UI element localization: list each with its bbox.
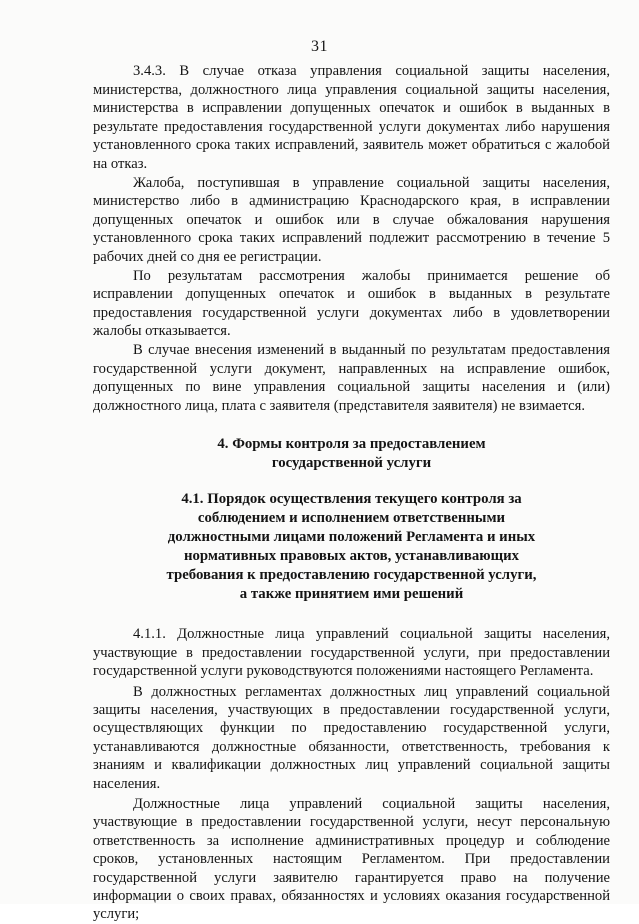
paragraph-complaint-result: По результатам рассмотрения жалобы принимается решение об исправлении допущенных опечаток и ошибок в выданных в результате предоставления государственной услуги документах либо в удовлетворении жалобы отказывается. xyxy=(93,267,610,340)
paragraph-4-1-1: 4.1.1. Должностные лица управлений социальной защиты населения, участвующие в предоставлении государственной услуги, при предоставлении государственной услуги руководствуются положениями настоящего Регламента. xyxy=(93,626,610,680)
section-4-1-body xyxy=(93,625,610,924)
heading-4-line: 4. Формы контроля за предоставлением xyxy=(217,436,486,453)
heading-4-1-line: требования к предоставлению государственной услуги, xyxy=(166,567,537,584)
heading-4-line: государственной услуги xyxy=(271,455,432,472)
paragraph-3-4-3: 3.4.3. В случае отказа управления социальной защиты населения, министерства, должностного лица управления социальной защиты населения, министерства в исправлении допущенных опечаток и ошибок в выданных в результате предоставления государственной услуги документах либо нарушения установленного срока таких исправлений, заявитель может обратиться с жалобой на отказ. xyxy=(93,63,610,172)
document-body xyxy=(93,62,610,924)
paragraph-no-fee: В случае внесения изменений в выданный по результатам предоставления государственной услуги документ, направленных на исправление ошибок, допущенных по вине управления социальной защиты населения и (или) должностного лица, плата с заявителя (представителя заявителя) не взимается. xyxy=(93,341,610,414)
heading-4-1-line: нормативных правовых актов, устанавливающих xyxy=(183,548,520,565)
heading-4-1-line: 4.1. Порядок осуществления текущего контроля за xyxy=(181,491,522,508)
page-number: 31 xyxy=(311,38,328,55)
paragraph-personal-responsibility: Должностные лица управлений социальной защиты населения, участвующие в предоставлении государственной услуги, несут персональную ответственность за исполнение административных процедур и соблюдение сроков, установленных настоящим Регламентом. При предоставлении государственной услуги заявителю гарантируется право на получение информации о своих правах, обязанностях и условиях оказания государственной услуги; xyxy=(93,795,610,923)
paragraph-complaint: Жалоба, поступившая в управление социальной защиты населения, министерство либо в администрацию Краснодарского края, в исправлении допущенных опечаток и ошибок или в случае обжалования нарушения установленного срока таких исправлений подлежит рассмотрению в течение 5 рабочих дней со дня ее регистрации. xyxy=(93,174,610,265)
section-heading-4-1 xyxy=(93,490,610,604)
heading-4-1-line: должностными лицами положений Регламента и иных xyxy=(167,529,536,546)
paragraph-job-regulations: В должностных регламентах должностных лиц управлений социальной защиты населения, участвующих в предоставлении государственной услуги, осуществляющих функции по предоставлению государственной услуги, устанавливаются должностные обязанности, ответственность, требования к знаниям и квалификации должностных лиц управлений социальной защиты населения. xyxy=(93,683,610,792)
heading-4-1-line: соблюдением и исполнением ответственными xyxy=(197,510,506,527)
heading-4-1-line: а также принятием ими решений xyxy=(239,586,464,603)
section-heading-4 xyxy=(93,435,610,473)
